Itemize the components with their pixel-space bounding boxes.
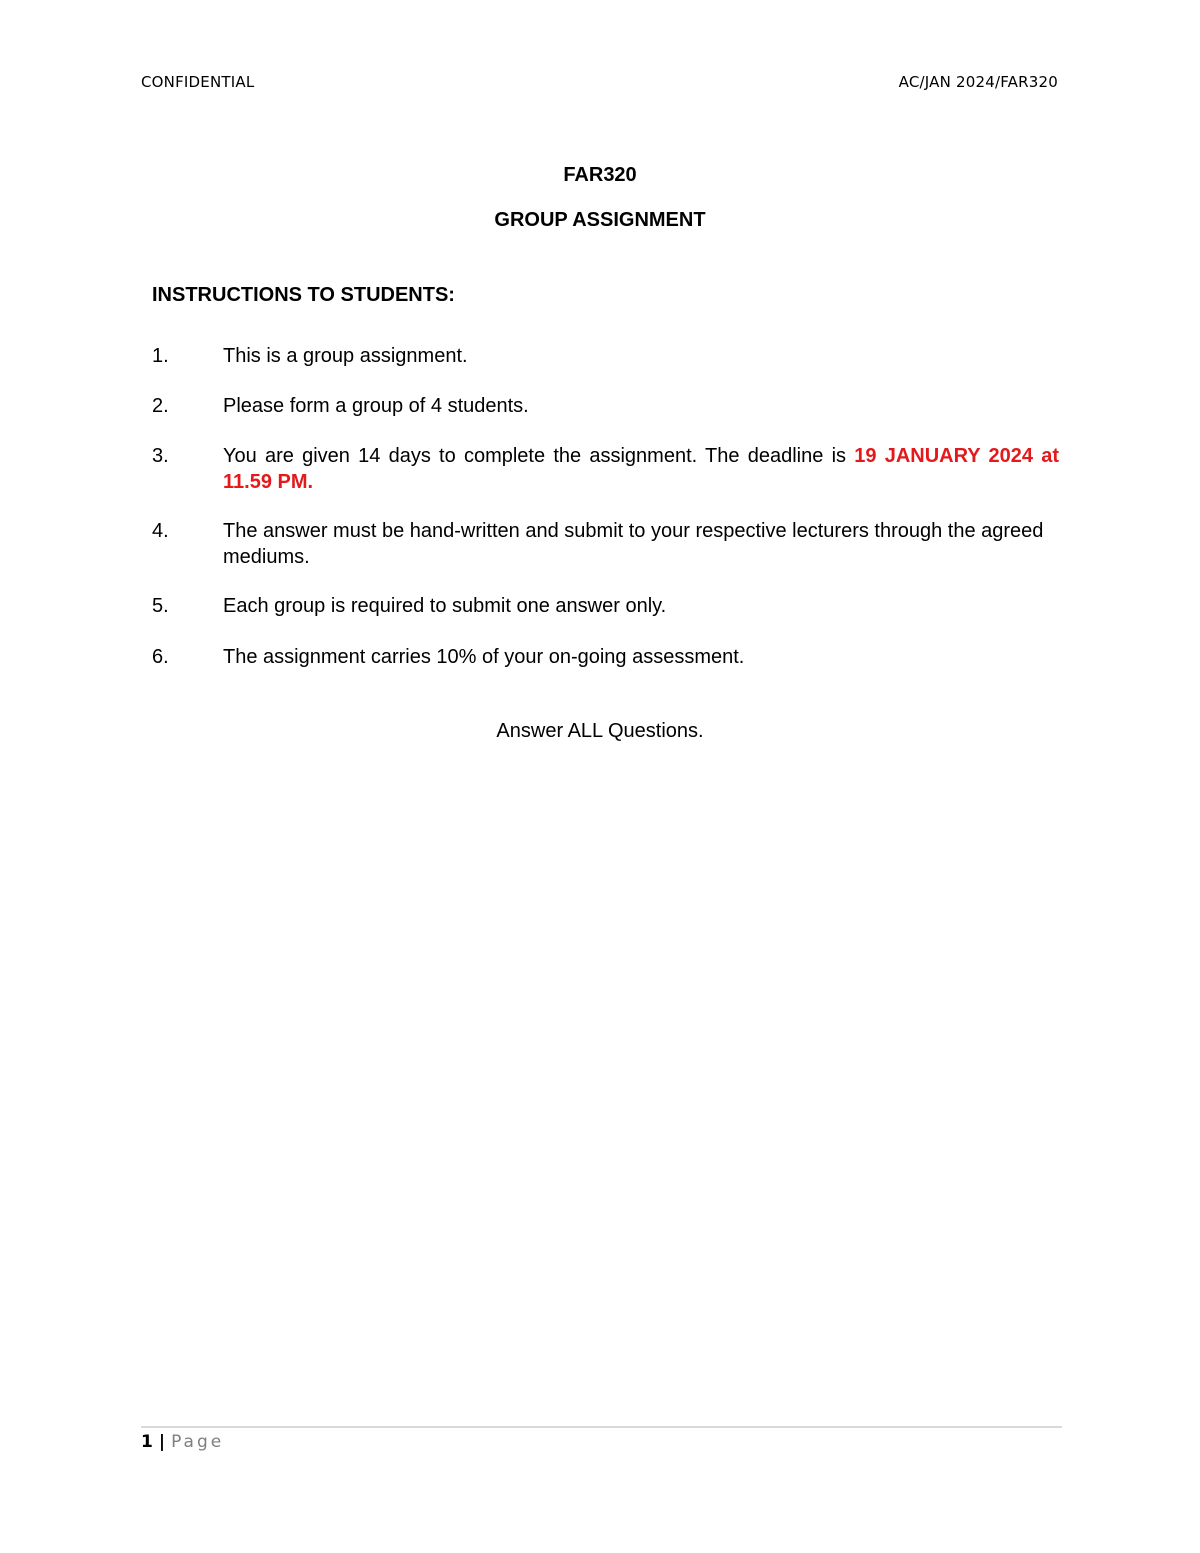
- instructions-heading: INSTRUCTIONS TO STUDENTS:: [152, 284, 455, 306]
- item-text: Please form a group of 4 students.: [223, 395, 529, 417]
- page-label: Page: [171, 1432, 225, 1452]
- item-text: Each group is required to submit one answer only.: [223, 595, 667, 617]
- item-number: 5.: [152, 595, 169, 617]
- item-number: 1.: [152, 345, 169, 367]
- item-text: You are given 14 days to complete the assignment. The deadline is: [223, 445, 855, 467]
- document-code: AC/JAN 2024/FAR320: [898, 73, 1058, 91]
- page-number: 1: [141, 1432, 153, 1452]
- item-number: 2.: [152, 395, 169, 417]
- assignment-title: GROUP ASSIGNMENT: [494, 209, 706, 231]
- item-text-with-deadline: [223, 443, 1059, 495]
- item-number: 6.: [152, 646, 169, 668]
- item-text: This is a group assignment.: [223, 345, 468, 367]
- footer-divider: [141, 1426, 1062, 1428]
- item-number: 4.: [152, 520, 169, 542]
- item-text: The answer must be hand-written and submit to your respective lecturers through the agreed mediums.: [223, 520, 1044, 568]
- answer-all-questions: Answer ALL Questions.: [496, 720, 704, 742]
- deadline-highlight: 19 JANUARY 2024 at 11.59 PM.: [223, 445, 1059, 493]
- page-footer: [141, 1432, 224, 1452]
- confidential-label: CONFIDENTIAL: [141, 73, 255, 91]
- item-number: 3.: [152, 445, 169, 467]
- footer-separator: |: [158, 1432, 166, 1452]
- course-title: FAR320: [563, 164, 637, 186]
- item-text: The assignment carries 10% of your on-going assessment.: [223, 646, 745, 668]
